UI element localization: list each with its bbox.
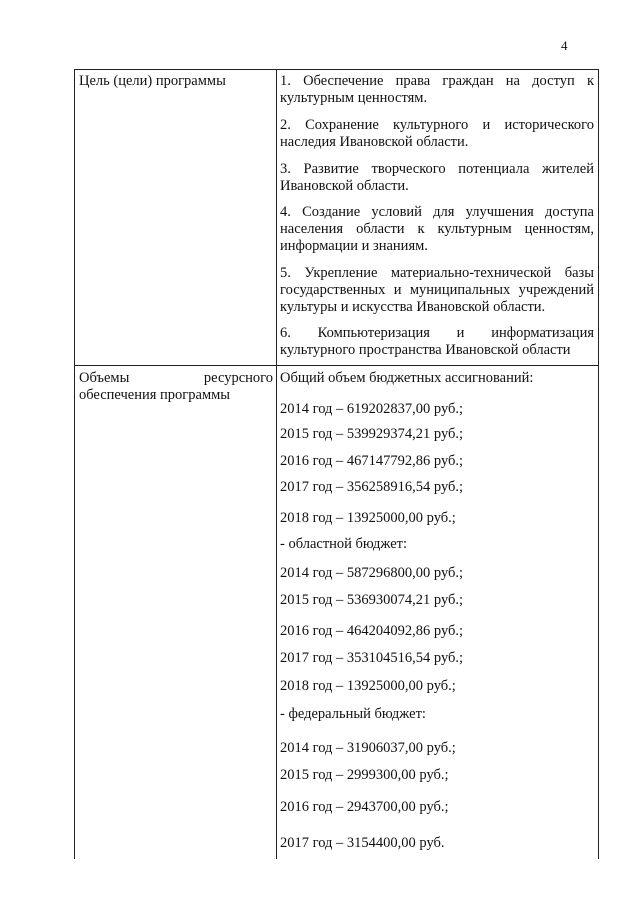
federal-2014: 2014 год – 31906037,00 руб.; (280, 740, 456, 756)
goal-item-5-line2: государственных и муниципальных учреждений (280, 282, 594, 298)
goal-item-4-line2: населения области к культурным ценностям, (280, 221, 594, 237)
regional-2014: 2014 год – 587296800,00 руб.; (280, 565, 464, 581)
total-2014: 2014 год – 619202837,00 руб.; (280, 401, 464, 417)
table-top-border (74, 69, 599, 70)
federal-2016: 2016 год – 2943700,00 руб.; (280, 799, 449, 815)
regional-2015: 2015 год – 536930074,21 руб.; (280, 592, 464, 608)
goal-item-1 (280, 73, 594, 107)
goal-item-1-line2: культурным ценностям. (280, 90, 428, 106)
regional-2017: 2017 год – 353104516,54 руб.; (280, 650, 464, 666)
goal-item-1-line1: 1. Обеспечение права граждан на доступ к (280, 73, 594, 89)
page-number: 4 (561, 38, 568, 53)
goal-item-4-line1: 4. Создание условий для улучшения доступа (280, 204, 594, 220)
goal-item-6-line1: 6. Компьютеризация и информатизация (280, 325, 594, 341)
goal-item-2 (280, 117, 594, 151)
goal-item-5-line3: культуры и искусства Ивановской области. (280, 299, 546, 315)
goal-item-3-line2: Ивановской области. (280, 178, 409, 194)
funding-label (79, 370, 273, 404)
total-2017: 2017 год – 356258916,54 руб.; (280, 479, 464, 495)
goal-item-4-line3: информации и знаниям. (280, 238, 428, 254)
goal-item-6-line2: культурного пространства Ивановской области (280, 342, 571, 358)
federal-2015: 2015 год – 2999300,00 руб.; (280, 767, 449, 783)
table-left-border (74, 69, 75, 859)
federal-heading: - федеральный бюджет: (280, 706, 426, 722)
goal-item-2-line2: наследия Ивановской области. (280, 134, 469, 150)
funding-label-line1: Объемы ресурсного (79, 370, 273, 386)
federal-2017: 2017 год – 3154400,00 руб. (280, 835, 445, 851)
goal-item-5 (280, 265, 594, 316)
funding-label-line2: обеспечения программы (79, 387, 231, 403)
total-2018: 2018 год – 13925000,00 руб.; (280, 510, 456, 526)
table-column-divider (276, 69, 277, 859)
goal-item-6 (280, 325, 594, 359)
goal-item-5-line1: 5. Укрепление материально-технической базы (280, 265, 594, 281)
regional-2018: 2018 год – 13925000,00 руб.; (280, 678, 456, 694)
total-heading: Общий объем бюджетных ассигнований: (280, 370, 534, 386)
total-2016: 2016 год – 467147792,86 руб.; (280, 453, 464, 469)
regional-heading: - областной бюджет: (280, 536, 408, 552)
goal-item-3-line1: 3. Развитие творческого потенциала жителей (280, 161, 594, 177)
table-right-border (598, 69, 599, 859)
regional-2016: 2016 год – 464204092,86 руб.; (280, 623, 464, 639)
goal-item-3 (280, 161, 594, 195)
goal-item-4 (280, 204, 594, 255)
table-row-divider (74, 365, 599, 366)
goal-item-2-line1: 2. Сохранение культурного и исторического (280, 117, 594, 133)
goal-label: Цель (цели) программы (79, 73, 226, 89)
total-2015: 2015 год – 539929374,21 руб.; (280, 426, 464, 442)
